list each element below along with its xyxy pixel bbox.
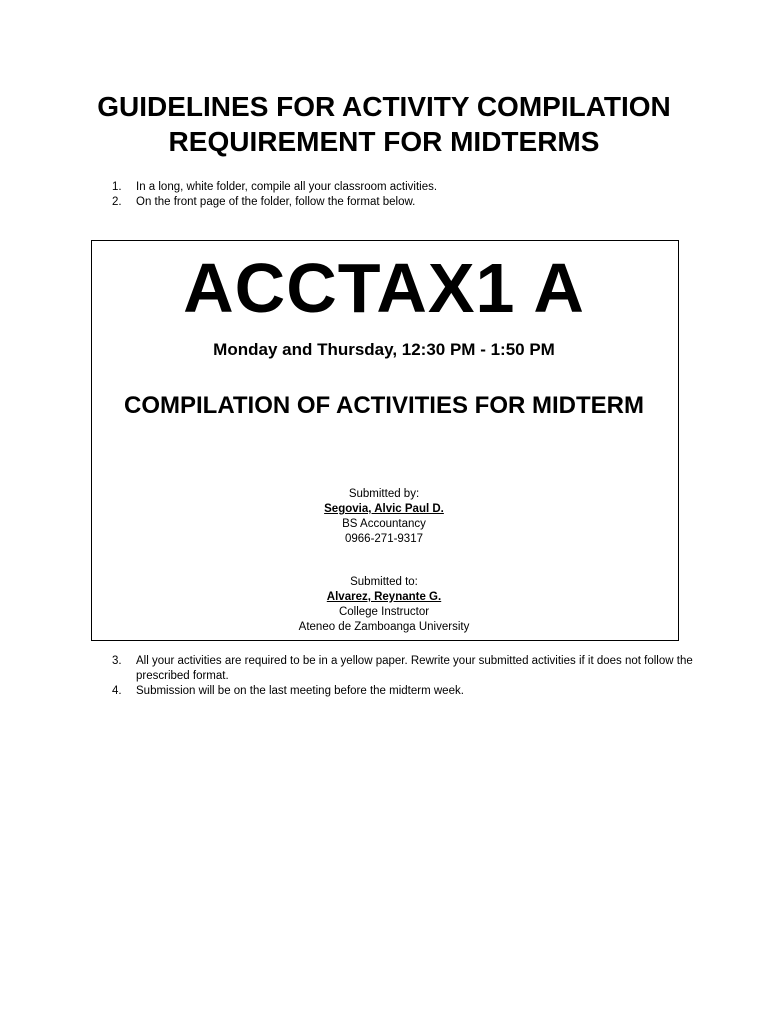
list-item: [112, 654, 702, 684]
submitted-by-block: [0, 487, 768, 547]
class-schedule: Monday and Thursday, 12:30 PM - 1:50 PM: [213, 340, 555, 359]
instructor-position: College Instructor: [338, 606, 430, 618]
list-item-text: On the front page of the folder, follow the format below.: [136, 196, 416, 208]
list-item-number: 2.: [112, 196, 122, 208]
compilation-title: COMPILATION OF ACTIVITIES FOR MIDTERM: [124, 392, 644, 419]
list-item-text: All your activities are required to be in a yellow paper. Rewrite your submitted activities if it does not follow the prescribed format.: [136, 655, 693, 682]
list-item-number: 3.: [112, 655, 122, 667]
list-item: [112, 195, 702, 210]
submitted-to-label: Submitted to:: [350, 576, 418, 588]
list-item-number: 1.: [112, 181, 122, 193]
instructor-name: Alvarez, Reynante G.: [326, 591, 442, 603]
instructor-school: Ateneo de Zamboanga University: [298, 621, 470, 633]
list-item: [112, 684, 702, 699]
student-name: Segovia, Alvic Paul D.: [324, 503, 444, 515]
list-item: [112, 180, 702, 195]
submitted-to-block: [0, 575, 768, 635]
list-item-number: 4.: [112, 685, 122, 697]
instructions-list-bottom: [112, 654, 702, 699]
instructions-list-top: [112, 180, 702, 210]
student-program: BS Accountancy: [342, 518, 426, 530]
page-title: GUIDELINES FOR ACTIVITY COMPILATION REQUIREMENT FOR MIDTERMS: [97, 90, 671, 157]
submitted-by-label: Submitted by:: [348, 488, 420, 500]
list-item-text: Submission will be on the last meeting before the midterm week.: [136, 685, 464, 697]
list-item-text: In a long, white folder, compile all your classroom activities.: [136, 181, 438, 193]
course-code: ACCTAX1 A: [183, 249, 585, 327]
student-phone: 0966-271-9317: [344, 533, 423, 545]
